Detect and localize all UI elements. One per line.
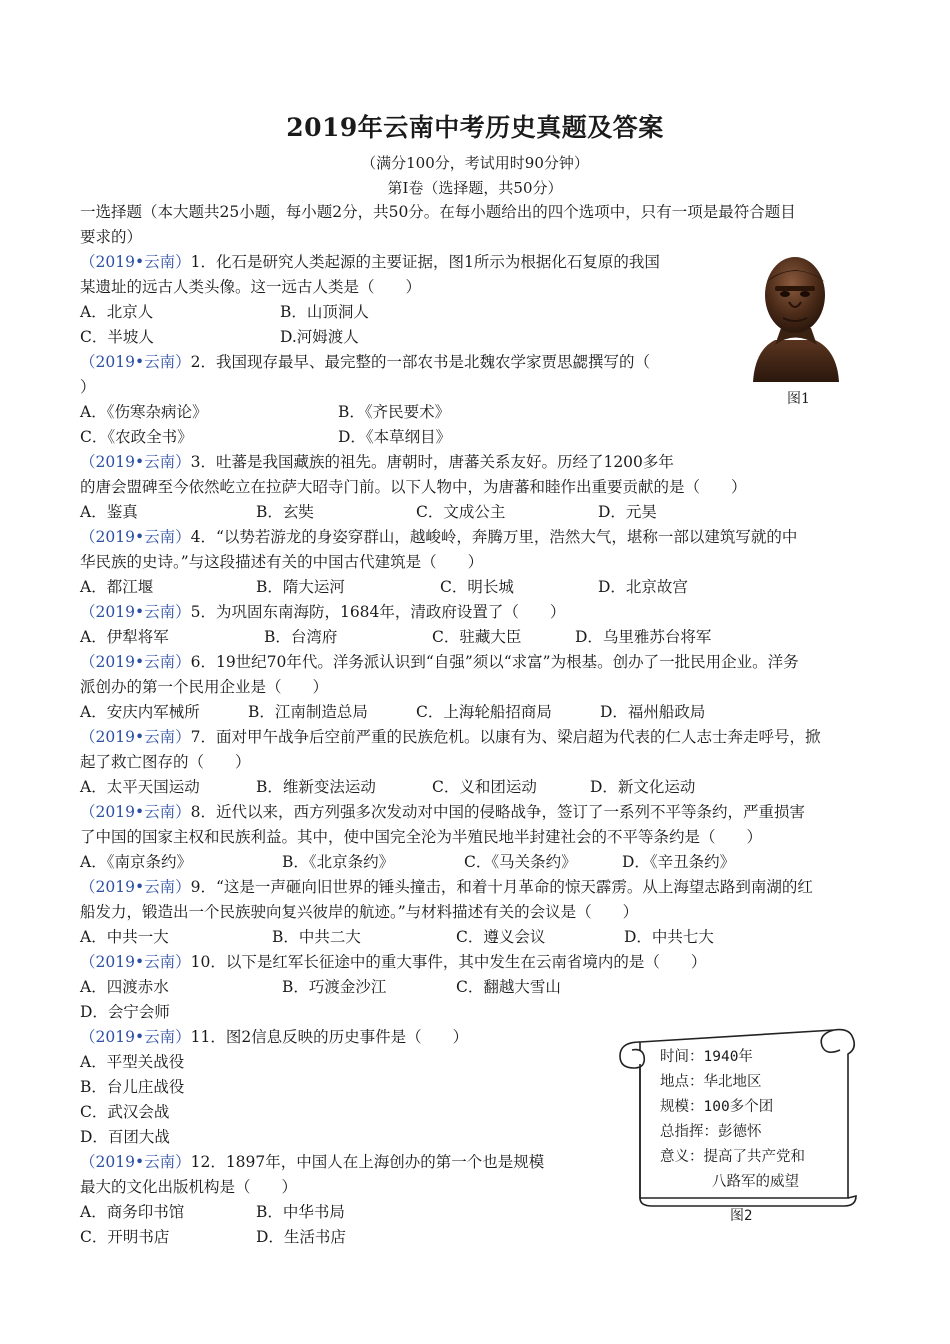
source-tag: （2019•云南） <box>80 953 191 971</box>
source-tag: （2019•云南） <box>80 1153 191 1171</box>
option-a: A．《南京条约》 <box>80 853 192 871</box>
option-b: B．隋大运河 <box>256 578 345 596</box>
question-text: 2．我国现存最早、最完整的一部农书是北魏农学家贾思勰撰写的（ <box>190 353 650 371</box>
figure-2-line-time: 时间：1940年 <box>660 1049 753 1065</box>
question-8 <box>80 803 805 822</box>
part-label: 第Ⅰ卷（选择题，共50分） <box>387 179 563 197</box>
source-tag: （2019•云南） <box>80 1028 191 1046</box>
figure-2-caption: 图2 <box>730 1208 753 1224</box>
option-c: C．《马关条约》 <box>464 853 577 871</box>
option-d: D．会宁会师 <box>80 1003 170 1021</box>
option-a: A．中共一大 <box>80 928 169 946</box>
option-b: B．中共二大 <box>272 928 361 946</box>
question-text: 5．为巩固东南海防，1684年，清政府设置了（ ） <box>190 603 566 621</box>
source-tag: （2019•云南） <box>80 728 191 746</box>
instructions-line: 一选择题（本大题共25小题，每小题2分，共50分。在每小题给出的四个选项中，只有一项是最符合题目 <box>80 203 796 221</box>
question-text: 派创办的第一个民用企业是（ ） <box>80 678 329 696</box>
figure-1-caption: 图1 <box>787 391 810 407</box>
question-text: 7．面对甲午战争后空前严重的民族危机。以康有为、梁启超为代表的仁人志士奔走呼号，掀 <box>190 728 821 746</box>
question-text: 的唐会盟碑至今依然屹立在拉萨大昭寺门前。以下人物中，为唐蕃和睦作出重要贡献的是（ ） <box>80 478 747 496</box>
figure-2-line-significance: 意义：提高了共产党和 <box>660 1149 805 1165</box>
source-tag: （2019•云南） <box>80 453 191 471</box>
option-d: D．《本草纲目》 <box>338 428 452 446</box>
question-10 <box>80 953 706 972</box>
option-c: C．明长城 <box>440 578 514 596</box>
question-text: 3．吐蕃是我国藏族的祖先。唐朝时，唐蕃关系友好。历经了1200多年 <box>190 453 674 471</box>
option-b: B．《齐民要术》 <box>338 403 451 421</box>
figure-2-line-scale: 规模：100多个团 <box>660 1099 774 1115</box>
question-text: 11．图2信息反映的历史事件是（ ） <box>190 1028 469 1046</box>
option-a: A．安庆内军械所 <box>80 703 200 721</box>
question-5 <box>80 603 565 622</box>
instructions-line: 要求的） <box>80 228 143 246</box>
source-tag: （2019•云南） <box>80 653 191 671</box>
option-b: B．山顶洞人 <box>280 303 369 321</box>
question-text: 某遗址的远古人类头像。这一远古人类是（ ） <box>80 278 422 296</box>
page-title: 2019年云南中考历史真题及答案 <box>286 113 664 142</box>
option-c: C．驻藏大臣 <box>432 628 522 646</box>
option-a: A．平型关战役 <box>80 1053 185 1071</box>
option-c: C．武汉会战 <box>80 1103 170 1121</box>
option-b: B．中华书局 <box>256 1203 345 1221</box>
question-4 <box>80 528 797 547</box>
question-12 <box>80 1153 544 1172</box>
figure-2-line-significance-cont: 八路军的威望 <box>712 1174 799 1190</box>
exam-subtitle: （满分100分，考试用时90分钟） <box>361 154 589 172</box>
question-text: 了中国的国家主权和民族利益。其中，使中国完全沦为半殖民地半封建社会的不平等条约是（ ） <box>80 828 763 846</box>
option-b: B．《北京条约》 <box>282 853 395 871</box>
question-6 <box>80 653 799 672</box>
question-7 <box>80 728 820 747</box>
source-tag: （2019•云南） <box>80 803 191 821</box>
option-d: D．乌里雅苏台将军 <box>575 628 712 646</box>
option-b: B．台湾府 <box>264 628 338 646</box>
question-2 <box>80 353 650 372</box>
option-a: A．都江堰 <box>80 578 154 596</box>
question-text: 船发力，锻造出一个民族驶向复兴彼岸的航迹。”与材料描述有关的会议是（ ） <box>80 903 639 921</box>
option-a: A．四渡赤水 <box>80 978 169 996</box>
question-text: 6．19世纪70年代。洋务派认识到“自强”须以“求富”为根基。创办了一批民用企业。洋务 <box>190 653 799 671</box>
option-c: C．上海轮船招商局 <box>416 703 552 721</box>
option-a: A．商务印书馆 <box>80 1203 185 1221</box>
figure-1-bust-image <box>745 250 845 385</box>
question-3 <box>80 453 674 472</box>
source-tag: （2019•云南） <box>80 253 191 271</box>
source-tag: （2019•云南） <box>80 878 191 896</box>
option-d: D．百团大战 <box>80 1128 170 1146</box>
question-text: 1．化石是研究人类起源的主要证据，图1所示为根据化石复原的我国 <box>190 253 660 271</box>
option-c: C．文成公主 <box>416 503 506 521</box>
option-a: A．太平天国运动 <box>80 778 200 796</box>
question-1 <box>80 253 660 272</box>
option-a: A．伊犁将军 <box>80 628 169 646</box>
option-d: D.河姆渡人 <box>280 328 359 346</box>
option-d: D．元昊 <box>598 503 657 521</box>
source-tag: （2019•云南） <box>80 353 191 371</box>
option-a: A．鉴真 <box>80 503 138 521</box>
source-tag: （2019•云南） <box>80 603 191 621</box>
question-text: 起了救亡图存的（ ） <box>80 753 251 771</box>
question-text: 9．“这是一声砸向旧世界的锤头撞击，和着十月革命的惊天霹雳。从上海望志路到南湖的红 <box>190 878 813 896</box>
figure-2-line-commander: 总指挥：彭德怀 <box>660 1124 762 1140</box>
option-c: C．义和团运动 <box>432 778 537 796</box>
option-d: D．生活书店 <box>256 1228 346 1246</box>
option-b: B．巧渡金沙江 <box>282 978 387 996</box>
option-d: D．《辛丑条约》 <box>622 853 736 871</box>
option-c: C．开明书店 <box>80 1228 170 1246</box>
option-b: B．江南制造总局 <box>248 703 368 721</box>
question-text: 8．近代以来，西方列强多次发动对中国的侵略战争，签订了一系列不平等条约，严重损害 <box>190 803 805 821</box>
question-text: 10．以下是红军长征途中的重大事件，其中发生在云南省境内的是（ ） <box>190 953 707 971</box>
question-text: 12．1897年，中国人在上海创办的第一个也是规模 <box>190 1153 545 1171</box>
source-tag: （2019•云南） <box>80 528 191 546</box>
option-b: B．台儿庄战役 <box>80 1078 185 1096</box>
option-d: D．新文化运动 <box>590 778 696 796</box>
question-text: 华民族的史诗。”与这段描述有关的中国古代建筑是（ ） <box>80 553 484 571</box>
option-b: B．维新变法运动 <box>256 778 376 796</box>
question-9 <box>80 878 813 897</box>
option-d: D．中共七大 <box>624 928 714 946</box>
question-text: ） <box>80 378 96 396</box>
option-d: D．北京故宫 <box>598 578 688 596</box>
option-c: C．半坡人 <box>80 328 154 346</box>
option-c: C．《农政全书》 <box>80 428 193 446</box>
option-a: A．北京人 <box>80 303 154 321</box>
question-text: 4．“以势若游龙的身姿穿群山，越峻岭，奔腾万里，浩然大气，堪称一部以建筑写就的中 <box>190 528 798 546</box>
question-11 <box>80 1028 468 1047</box>
option-a: A．《伤寒杂病论》 <box>80 403 208 421</box>
option-c: C．翻越大雪山 <box>456 978 561 996</box>
question-text: 最大的文化出版机构是（ ） <box>80 1178 298 1196</box>
option-d: D．福州船政局 <box>600 703 706 721</box>
option-b: B．玄奘 <box>256 503 314 521</box>
figure-2-line-place: 地点：华北地区 <box>660 1074 762 1090</box>
option-c: C．遵义会议 <box>456 928 546 946</box>
